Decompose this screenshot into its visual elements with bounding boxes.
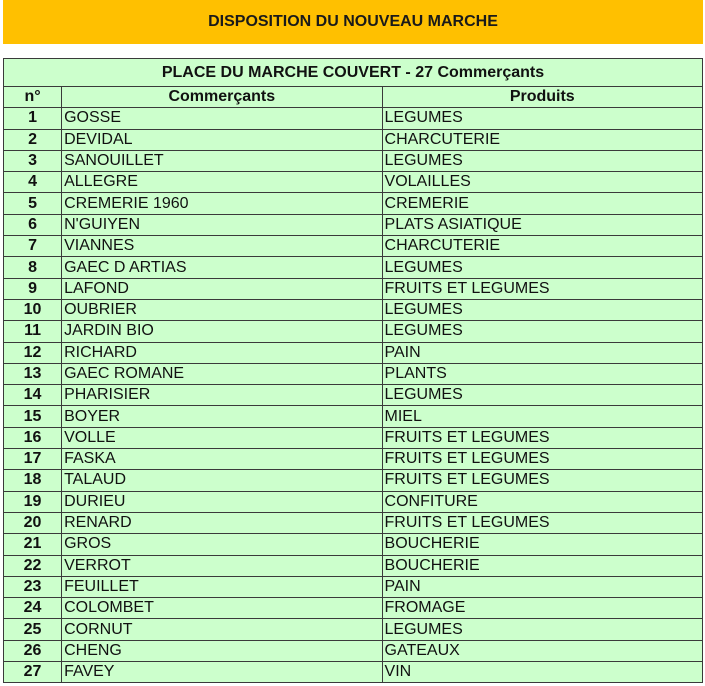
table-row [4,150,703,171]
merchant-name: SANOUILLET [62,150,382,171]
merchant-product: FRUITS ET LEGUMES [382,449,702,470]
merchant-product: GATEAUX [382,640,702,661]
merchant-product: FROMAGE [382,598,702,619]
table-row [4,108,703,129]
merchants-table [3,58,703,683]
merchant-name: RICHARD [62,342,382,363]
column-header-number: n° [4,87,62,108]
merchant-product: PAIN [382,342,702,363]
merchant-name: ALLEGRE [62,172,382,193]
merchant-number: 4 [4,172,62,193]
merchant-name: TALAUD [62,470,382,491]
column-header-merchant: Commerçants [62,87,382,108]
merchant-number: 24 [4,598,62,619]
table-row [4,491,703,512]
merchant-name: CHENG [62,640,382,661]
column-header-product: Produits [382,87,702,108]
merchant-name: DURIEU [62,491,382,512]
table-row [4,342,703,363]
merchant-product: LEGUMES [382,619,702,640]
merchant-name: CORNUT [62,619,382,640]
merchant-name: GOSSE [62,108,382,129]
merchant-product: CREMERIE [382,193,702,214]
merchant-name: OUBRIER [62,299,382,320]
merchant-product: MIEL [382,406,702,427]
document-title: DISPOSITION DU NOUVEAU MARCHE [208,13,498,30]
section-title: PLACE DU MARCHE COUVERT - 27 Commerçants [4,59,703,87]
merchant-number: 12 [4,342,62,363]
merchant-product: BOUCHERIE [382,534,702,555]
table-row [4,619,703,640]
merchant-product: VOLAILLES [382,172,702,193]
merchant-name: N'GUIYEN [62,214,382,235]
table-row [4,512,703,533]
merchant-product: CHARCUTERIE [382,129,702,150]
table-row [4,236,703,257]
merchant-name: VIANNES [62,236,382,257]
table-row [4,427,703,448]
merchant-name: RENARD [62,512,382,533]
merchant-name: PHARISIER [62,385,382,406]
merchant-number: 25 [4,619,62,640]
table-row [4,321,703,342]
merchant-number: 16 [4,427,62,448]
merchant-name: JARDIN BIO [62,321,382,342]
merchant-name: GAEC ROMANE [62,363,382,384]
section-title-row [4,59,703,87]
merchant-name: LAFOND [62,278,382,299]
table-row [4,576,703,597]
merchant-product: LEGUMES [382,385,702,406]
merchant-name: CREMERIE 1960 [62,193,382,214]
merchant-number: 21 [4,534,62,555]
table-row [4,278,703,299]
merchant-product: FRUITS ET LEGUMES [382,470,702,491]
merchant-number: 20 [4,512,62,533]
merchant-name: BOYER [62,406,382,427]
merchant-product: BOUCHERIE [382,555,702,576]
merchant-number: 7 [4,236,62,257]
merchant-number: 9 [4,278,62,299]
table-row [4,257,703,278]
merchant-name: GAEC D ARTIAS [62,257,382,278]
merchant-product: LEGUMES [382,321,702,342]
merchant-name: FEUILLET [62,576,382,597]
merchant-product: LEGUMES [382,257,702,278]
merchant-name: VOLLE [62,427,382,448]
table-row [4,129,703,150]
table-row [4,555,703,576]
table-row [4,449,703,470]
merchant-number: 15 [4,406,62,427]
merchant-product: FRUITS ET LEGUMES [382,278,702,299]
merchant-product: PLATS ASIATIQUE [382,214,702,235]
merchants-table-body [4,108,703,683]
merchant-number: 6 [4,214,62,235]
merchant-number: 26 [4,640,62,661]
merchant-number: 19 [4,491,62,512]
document-title-banner [3,0,703,44]
merchant-number: 17 [4,449,62,470]
table-row [4,193,703,214]
table-row [4,299,703,320]
table-row [4,172,703,193]
merchant-product: PLANTS [382,363,702,384]
merchant-name: GROS [62,534,382,555]
column-header-row [4,87,703,108]
table-row [4,385,703,406]
merchant-number: 10 [4,299,62,320]
merchant-number: 5 [4,193,62,214]
table-row [4,214,703,235]
merchant-number: 22 [4,555,62,576]
merchant-product: FRUITS ET LEGUMES [382,427,702,448]
merchant-number: 8 [4,257,62,278]
table-row [4,640,703,661]
merchant-number: 1 [4,108,62,129]
table-row [4,406,703,427]
merchant-product: PAIN [382,576,702,597]
merchant-number: 23 [4,576,62,597]
merchant-number: 11 [4,321,62,342]
merchant-number: 2 [4,129,62,150]
table-row [4,662,703,683]
merchant-product: CONFITURE [382,491,702,512]
merchant-name: VERROT [62,555,382,576]
merchant-number: 14 [4,385,62,406]
merchant-product: LEGUMES [382,299,702,320]
table-row [4,363,703,384]
merchant-number: 13 [4,363,62,384]
merchant-name: DEVIDAL [62,129,382,150]
merchant-number: 3 [4,150,62,171]
merchant-number: 27 [4,662,62,683]
table-row [4,534,703,555]
merchant-product: CHARCUTERIE [382,236,702,257]
merchant-name: COLOMBET [62,598,382,619]
merchant-product: VIN [382,662,702,683]
merchant-name: FAVEY [62,662,382,683]
merchant-product: LEGUMES [382,108,702,129]
merchant-name: FASKA [62,449,382,470]
merchant-product: FRUITS ET LEGUMES [382,512,702,533]
merchant-number: 18 [4,470,62,491]
table-row [4,598,703,619]
table-row [4,470,703,491]
merchant-product: LEGUMES [382,150,702,171]
